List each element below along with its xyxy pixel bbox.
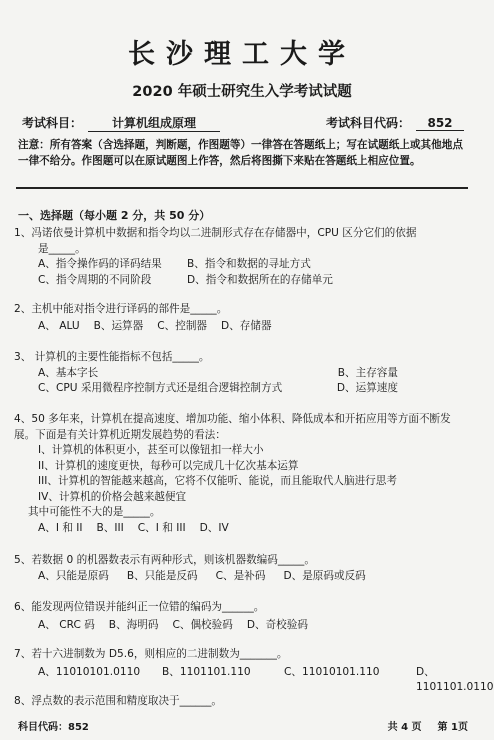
page-footer [18,718,468,733]
subject-code-label: 考试科目代码： [325,116,410,130]
question-6 [14,600,468,633]
subject-name: 计算机组成原理 [88,114,220,132]
question-5 [14,553,468,584]
option-c: C、是补码 [215,569,266,582]
option-row [14,381,468,397]
question-stem-cont: 是_____。 [38,242,86,255]
statement-iv: IV、计算机的价格会越来越便宜 [38,490,187,503]
question-8 [14,694,468,710]
option-b: B、指令和数据的寻址方式 [187,258,311,270]
school-name: 长沙理工大学 [128,39,356,70]
statement-iii: III、计算机的智能越来越高，它将不仅能听、能说，而且能取代人脑进行思考 [38,475,397,487]
footer-page-number: 第 1页 [437,722,468,733]
option-list [14,319,468,335]
option-row [14,366,468,382]
option-a: A、I 和 II [38,521,83,534]
subject-line [22,114,464,132]
footer-total-pages: 共 4 页 [387,722,422,733]
statement-ii: II、计算机的速度更快，每秒可以完成几十亿次基本运算 [38,459,299,472]
option-list [14,618,468,634]
option-c: C、指令周期的不同阶段 [38,273,152,286]
option-d: D、是原码或反码 [283,569,366,582]
footer-subject-code: 科目代码：852 [18,722,89,733]
question-stem: 4、50 多年来，计算机在提高速度、增加功能、缩小体积、降低成本和开拓应用等方面不断发展。下面是有关计算机近期发展趋势的看法： [14,413,451,441]
option-list [14,257,468,288]
option-a: A、基本字长 [38,366,99,379]
exam-title: 2020 年硕士研究生入学考试试题 [132,84,352,100]
option-d: D、1101101.0110 [416,665,494,693]
section-title: 一、选择题（每小题 2 分，共 50 分） [18,209,211,222]
option-b: B、1101101.110 [162,665,251,678]
question-stem: 1、冯诺依曼计算机中数据和指令均以二进制形式存在存储器中，CPU 区分它们的依据 [14,227,417,239]
option-list [14,521,468,537]
header-divider [16,187,468,189]
option-list [14,665,494,696]
option-a: A、指令操作码的译码结果 [38,258,162,270]
option-c: C、11010101.110 [284,665,380,678]
option-c: C、CPU 采用微程序控制方式还是组合逻辑控制方式 [38,382,283,394]
option-a: A、 CRC 码 [38,618,95,631]
option-b: B、运算器 [93,319,144,332]
question-tail: 其中可能性不大的是_____。 [28,506,161,518]
question-stem: 2、主机中能对指令进行译码的部件是_____。 [14,303,228,315]
option-list [14,569,468,585]
question-2 [14,302,468,334]
option-d: D、存储器 [221,319,272,332]
option-a: A、11010101.0110 [38,665,141,678]
subject-code: 852 [416,116,464,131]
option-b: B、III [96,521,124,534]
option-d: D、运算速度 [336,382,398,394]
option-b: B、只能是反码 [126,569,198,582]
question-stem: 3、 计算机的主要性能指标不包括_____。 [14,351,210,363]
option-b: B、主存容量 [337,366,398,379]
statement-list [14,443,468,505]
question-3 [14,350,468,397]
question-4 [14,412,468,536]
exam-notice: 注意：所有答案（含选择题，判断题，作图题等）一律答在答题纸上；写在试题纸上或其他地点一律不给分。作图题可以在原试题图上作答，然后将图撕下来贴在答题纸上相应位置。 [18,139,463,167]
subject-label: 考试科目： [22,116,83,130]
option-d: D、IV [199,521,229,534]
option-a: A、 ALU [38,319,80,332]
question-stem: 7、若十六进制数为 D5.6，则相应的二进制数为_______。 [14,648,288,660]
question-stem: 8、浮点数的表示范围和精度取决于______。 [14,695,223,707]
question-1 [14,226,468,288]
statement-i: I、计算机的体积更小，甚至可以像钮扣一样大小 [38,444,264,456]
option-c: C、I 和 III [137,521,186,534]
option-d: D、奇校验码 [246,618,308,631]
option-c: C、偶校验码 [172,618,233,631]
option-a: A、只能是原码 [38,569,109,582]
question-7 [14,647,494,696]
option-b: B、海明码 [108,618,159,631]
question-stem: 6、能发现两位错误并能纠正一位错的编码为______。 [14,601,265,613]
option-d: D、指令和数据所在的存储单元 [187,273,333,286]
option-c: C、控制器 [157,319,208,332]
question-stem: 5、若数据 0 的机器数表示有两种形式，则该机器数编码_____。 [14,554,315,566]
